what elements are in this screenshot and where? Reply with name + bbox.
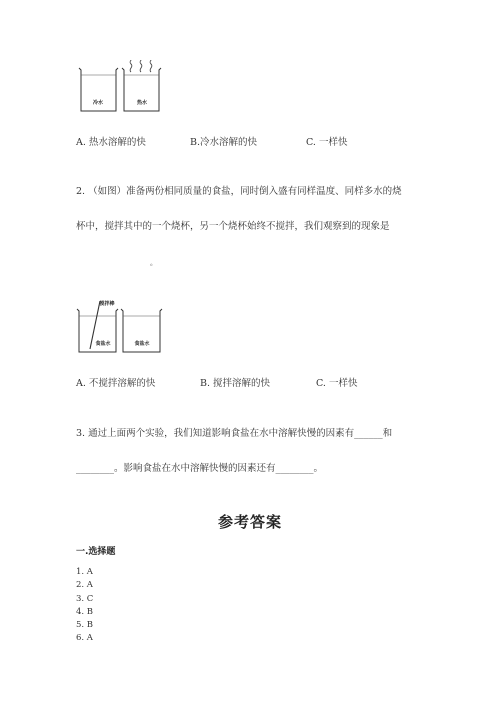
- answer-list: [76, 566, 93, 646]
- q2-unstirred-beaker: [121, 309, 162, 352]
- q1-beakers-figure: [76, 60, 166, 116]
- q1-hot-water-label: 热水: [136, 100, 148, 106]
- q2-answer-blank-end: 。: [150, 259, 157, 267]
- q2-option-b: B. 搅拌溶解的快: [200, 378, 271, 389]
- answer-section-heading: 一.选择题: [76, 547, 116, 557]
- steam-icon: [130, 60, 152, 72]
- q1-cold-water-beaker: [79, 68, 118, 111]
- q1-option-a: A. 热水溶解的快: [76, 137, 146, 148]
- answer-item: 4. B: [76, 606, 94, 617]
- q2-stem-line1: 2. （如图）准备两份相同质量的食盐，同时倒入盛有同样温度、同样多水的烧: [76, 186, 402, 197]
- q1-hot-water-beaker: [122, 68, 161, 111]
- q2-stem-line2: 杯中，搅拌其中的一个烧杯，另一个烧杯始终不搅拌，我们观察到的现象是: [76, 221, 390, 232]
- q2-stir-rod-label: 搅拌棒: [99, 301, 115, 307]
- answer-item: 3. C: [76, 593, 94, 604]
- q3-stem-line1: 3. 通过上面两个实验，我们知道影响食盐在水中溶解快慢的因素有______和: [76, 428, 393, 439]
- q2-stirred-beaker: [77, 300, 118, 352]
- answer-item: 1. A: [76, 567, 93, 577]
- q2-option-a: A. 不搅拌溶解的快: [76, 378, 156, 389]
- q2-option-c: C. 一样快: [316, 378, 358, 389]
- q1-option-c: C. 一样快: [306, 137, 348, 148]
- answer-item: 5. B: [76, 620, 94, 631]
- q2-beakers-figure: [76, 299, 166, 357]
- answer-key-title: 参考答案: [217, 513, 282, 531]
- q2-left-beaker-label: 食盐水: [95, 341, 111, 347]
- answer-item: 2. A: [76, 580, 93, 591]
- q3-stem-line2: ________。影响食盐在水中溶解快慢的因素还有________。: [76, 463, 324, 474]
- q1-option-b: B.冷水溶解的快: [190, 137, 258, 148]
- answer-item: 6. A: [76, 633, 93, 644]
- q2-right-beaker-label: 食盐水: [134, 341, 150, 347]
- q1-cold-water-label: 冷水: [92, 100, 104, 106]
